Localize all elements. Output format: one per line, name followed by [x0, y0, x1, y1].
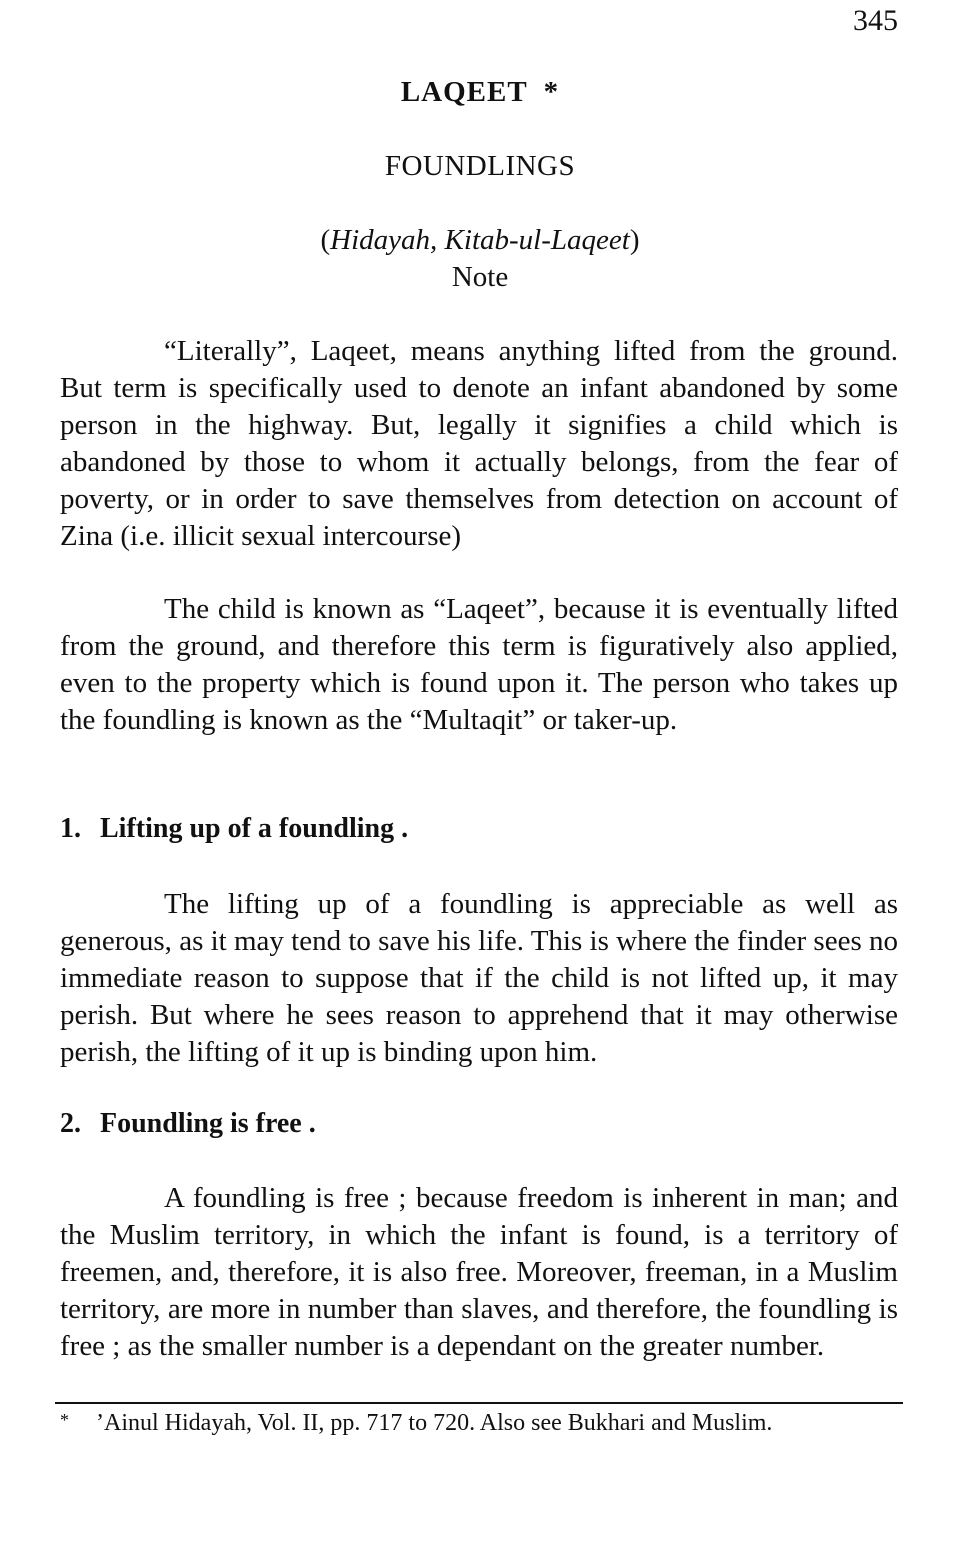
section-heading-2 — [60, 1108, 316, 1140]
source-title: Hidayah, Kitab-ul-Laqeet — [330, 224, 630, 256]
footnote-text: ’Ainul Hidayah, Vol. II, pp. 717 to 720. Also see Bukhari and Muslim. — [96, 1410, 773, 1436]
footnote-mark: * — [60, 1410, 69, 1430]
paragraph-text: The child is known as “Laqeet”, because it is eventually lifted from the ground, and therefore this term is figuratively also applied, even to the property which is found upon it. The person who takes up the foundling is known as the “Multaqit” or taker-up. — [60, 593, 898, 736]
source-open-paren: ( — [320, 224, 331, 256]
footnote — [60, 1410, 772, 1437]
footnote-divider — [55, 1402, 903, 1404]
section-number: 1. — [60, 813, 81, 844]
section-title: Foundling is free . — [100, 1108, 316, 1139]
source-close-paren: ) — [629, 224, 640, 256]
paragraph-laqeet-term — [60, 591, 898, 739]
chapter-subtitle: FOUNDLINGS — [384, 150, 576, 182]
paragraph-foundling-free — [60, 1180, 898, 1365]
source-reference — [0, 224, 960, 257]
section-title: Lifting up of a foundling . — [100, 813, 409, 844]
paragraph-text: The lifting up of a foundling is appreciable as well as generous, as it may tend to save his life. This is where the finder sees no immediate reason to suppose that if the child is not lifted up, it may perish. But where he sees reason to apprehend that it may otherwise perish, the lifting of it up is binding upon him. — [60, 888, 898, 1068]
paragraph-text: “Literally”, Laqeet, means anything lifted from the ground. But term is specifically used to denote an infant abandoned by some person in the highway. But, legally it signifies a child which is abandoned by those to whom it actually belongs, from the fear of poverty, or in order to save themselves from detection on account of Zina (i.e. illicit sexual intercourse) — [60, 335, 898, 552]
paragraph-definition — [60, 333, 898, 555]
page-number: 345 — [853, 4, 898, 37]
chapter-title: LAQEET * — [400, 76, 560, 108]
note-label: Note — [451, 261, 509, 293]
section-number: 2. — [60, 1108, 81, 1139]
section-heading-1 — [60, 813, 408, 845]
paragraph-lifting-up — [60, 886, 898, 1071]
paragraph-text: A foundling is free ; because freedom is inherent in man; and the Muslim territory, in which the infant is found, is a territory of freemen, and, therefore, it is also free. Moreover, freeman, in a Muslim territory, are more in number than slaves, and therefore, the foundling is free ; as the smaller number is a dependant on the greater number. — [60, 1182, 898, 1362]
